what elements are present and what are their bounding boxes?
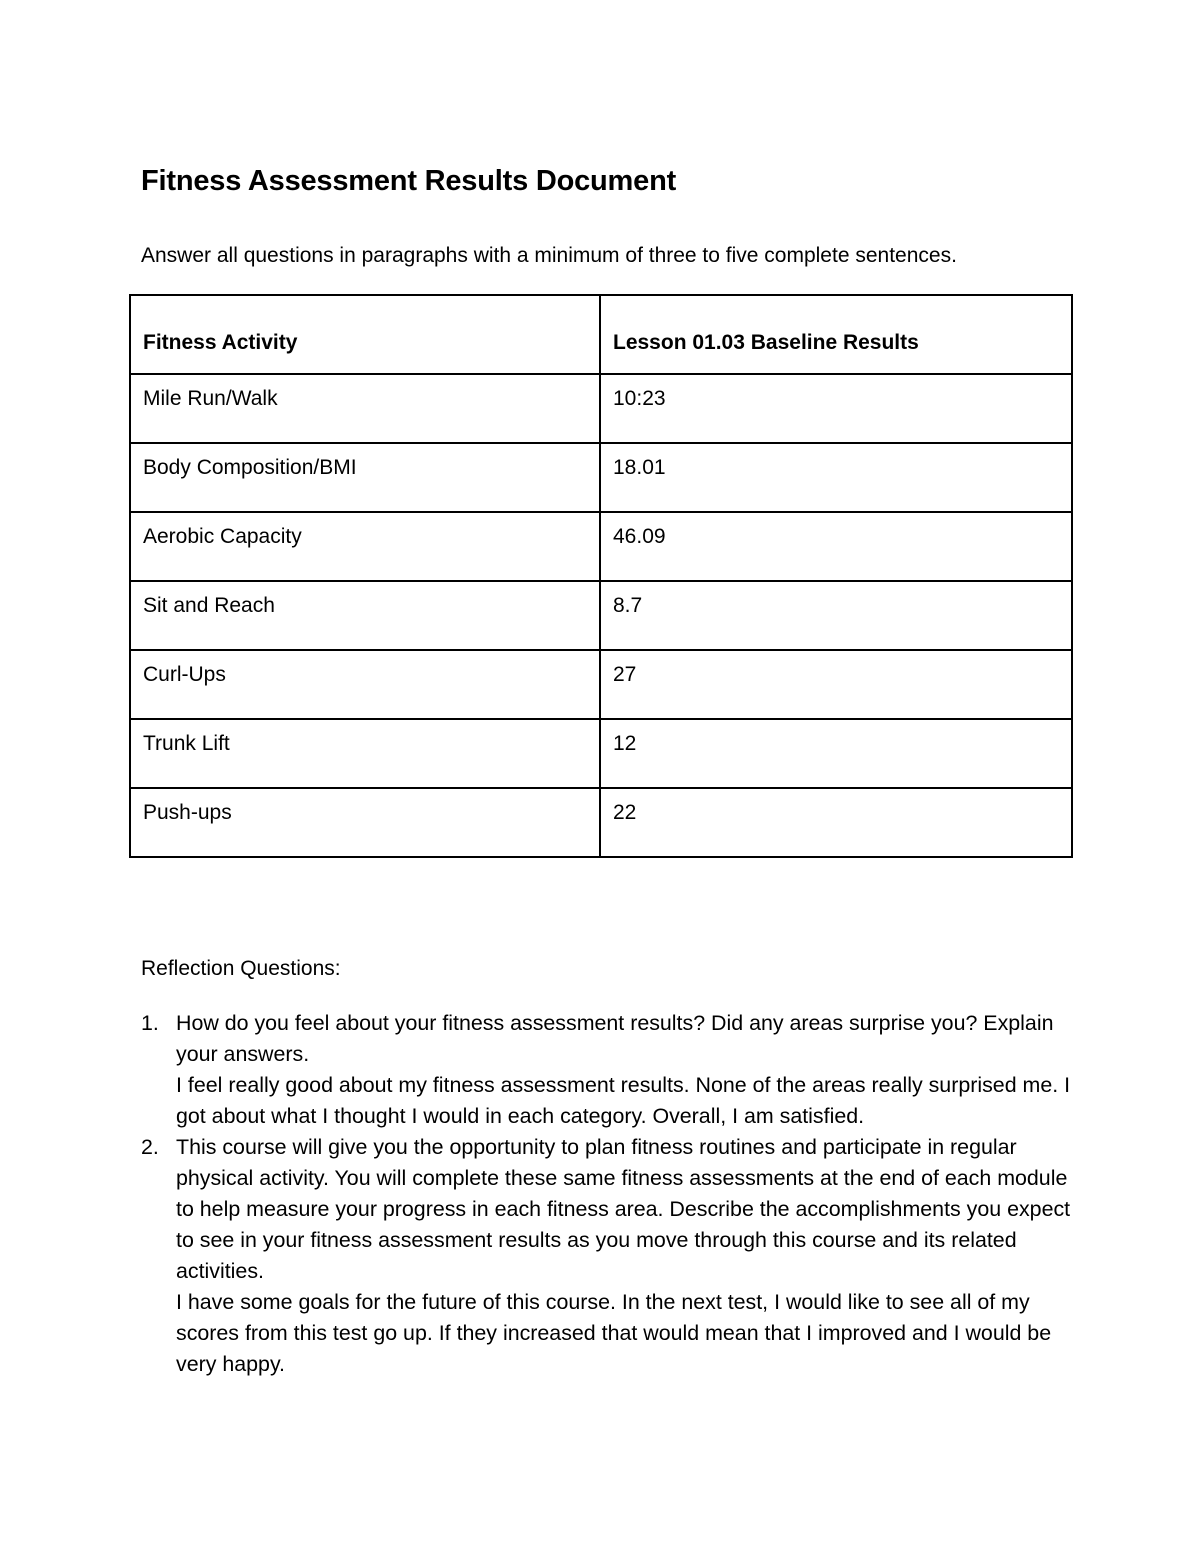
results-table bbox=[129, 294, 1073, 858]
activity-cell: Sit and Reach bbox=[130, 581, 600, 650]
question-text: This course will give you the opportunity to plan fitness routines and participate in regular physical activity. You will complete these same fitness assessments at the end of each module to help measure your progress in each fitness area. Describe the accomplishments you expect to see in your fitness assessment results as you move through this course and its related activities. bbox=[176, 1135, 1071, 1283]
result-cell: 18.01 bbox=[600, 443, 1072, 512]
activity-cell: Body Composition/BMI bbox=[130, 443, 600, 512]
result-cell: 12 bbox=[600, 719, 1072, 788]
result-cell: 8.7 bbox=[600, 581, 1072, 650]
table-row bbox=[130, 443, 1072, 512]
instructions-text: Answer all questions in paragraphs with a minimum of three to five complete sentences. bbox=[141, 244, 957, 267]
list-item bbox=[141, 1132, 1071, 1380]
question-text: How do you feel about your fitness assessment results? Did any areas surprise you? Explain your answers. bbox=[176, 1011, 1054, 1066]
activity-cell: Curl-Ups bbox=[130, 650, 600, 719]
document-title: Fitness Assessment Results Document bbox=[141, 165, 677, 197]
result-cell: 46.09 bbox=[600, 512, 1072, 581]
table-row bbox=[130, 581, 1072, 650]
list-item bbox=[141, 1008, 1071, 1132]
activity-cell: Aerobic Capacity bbox=[130, 512, 600, 581]
table-row bbox=[130, 719, 1072, 788]
reflection-questions-label: Reflection Questions: bbox=[141, 957, 341, 980]
table-row bbox=[130, 788, 1072, 857]
activity-cell: Mile Run/Walk bbox=[130, 374, 600, 443]
result-cell: 22 bbox=[600, 788, 1072, 857]
header-fitness-activity: Fitness Activity bbox=[130, 295, 600, 374]
activity-cell: Push-ups bbox=[130, 788, 600, 857]
table-header-row bbox=[130, 295, 1072, 374]
header-baseline-results: Lesson 01.03 Baseline Results bbox=[600, 295, 1072, 374]
result-cell: 10:23 bbox=[600, 374, 1072, 443]
question-number: 1. bbox=[141, 1011, 159, 1035]
reflection-question-list bbox=[141, 1008, 1071, 1380]
answer-text: I feel really good about my fitness assessment results. None of the areas really surprised me. I got about what I thought I would in each category. Overall, I am satisfied. bbox=[176, 1073, 1071, 1128]
table-row bbox=[130, 650, 1072, 719]
answer-text: I have some goals for the future of this course. In the next test, I would like to see all of my scores from this test go up. If they increased that would mean that I improved and I would be very happy. bbox=[176, 1290, 1052, 1376]
table-row bbox=[130, 512, 1072, 581]
question-number: 2. bbox=[141, 1135, 159, 1159]
activity-cell: Trunk Lift bbox=[130, 719, 600, 788]
result-cell: 27 bbox=[600, 650, 1072, 719]
table-row bbox=[130, 374, 1072, 443]
